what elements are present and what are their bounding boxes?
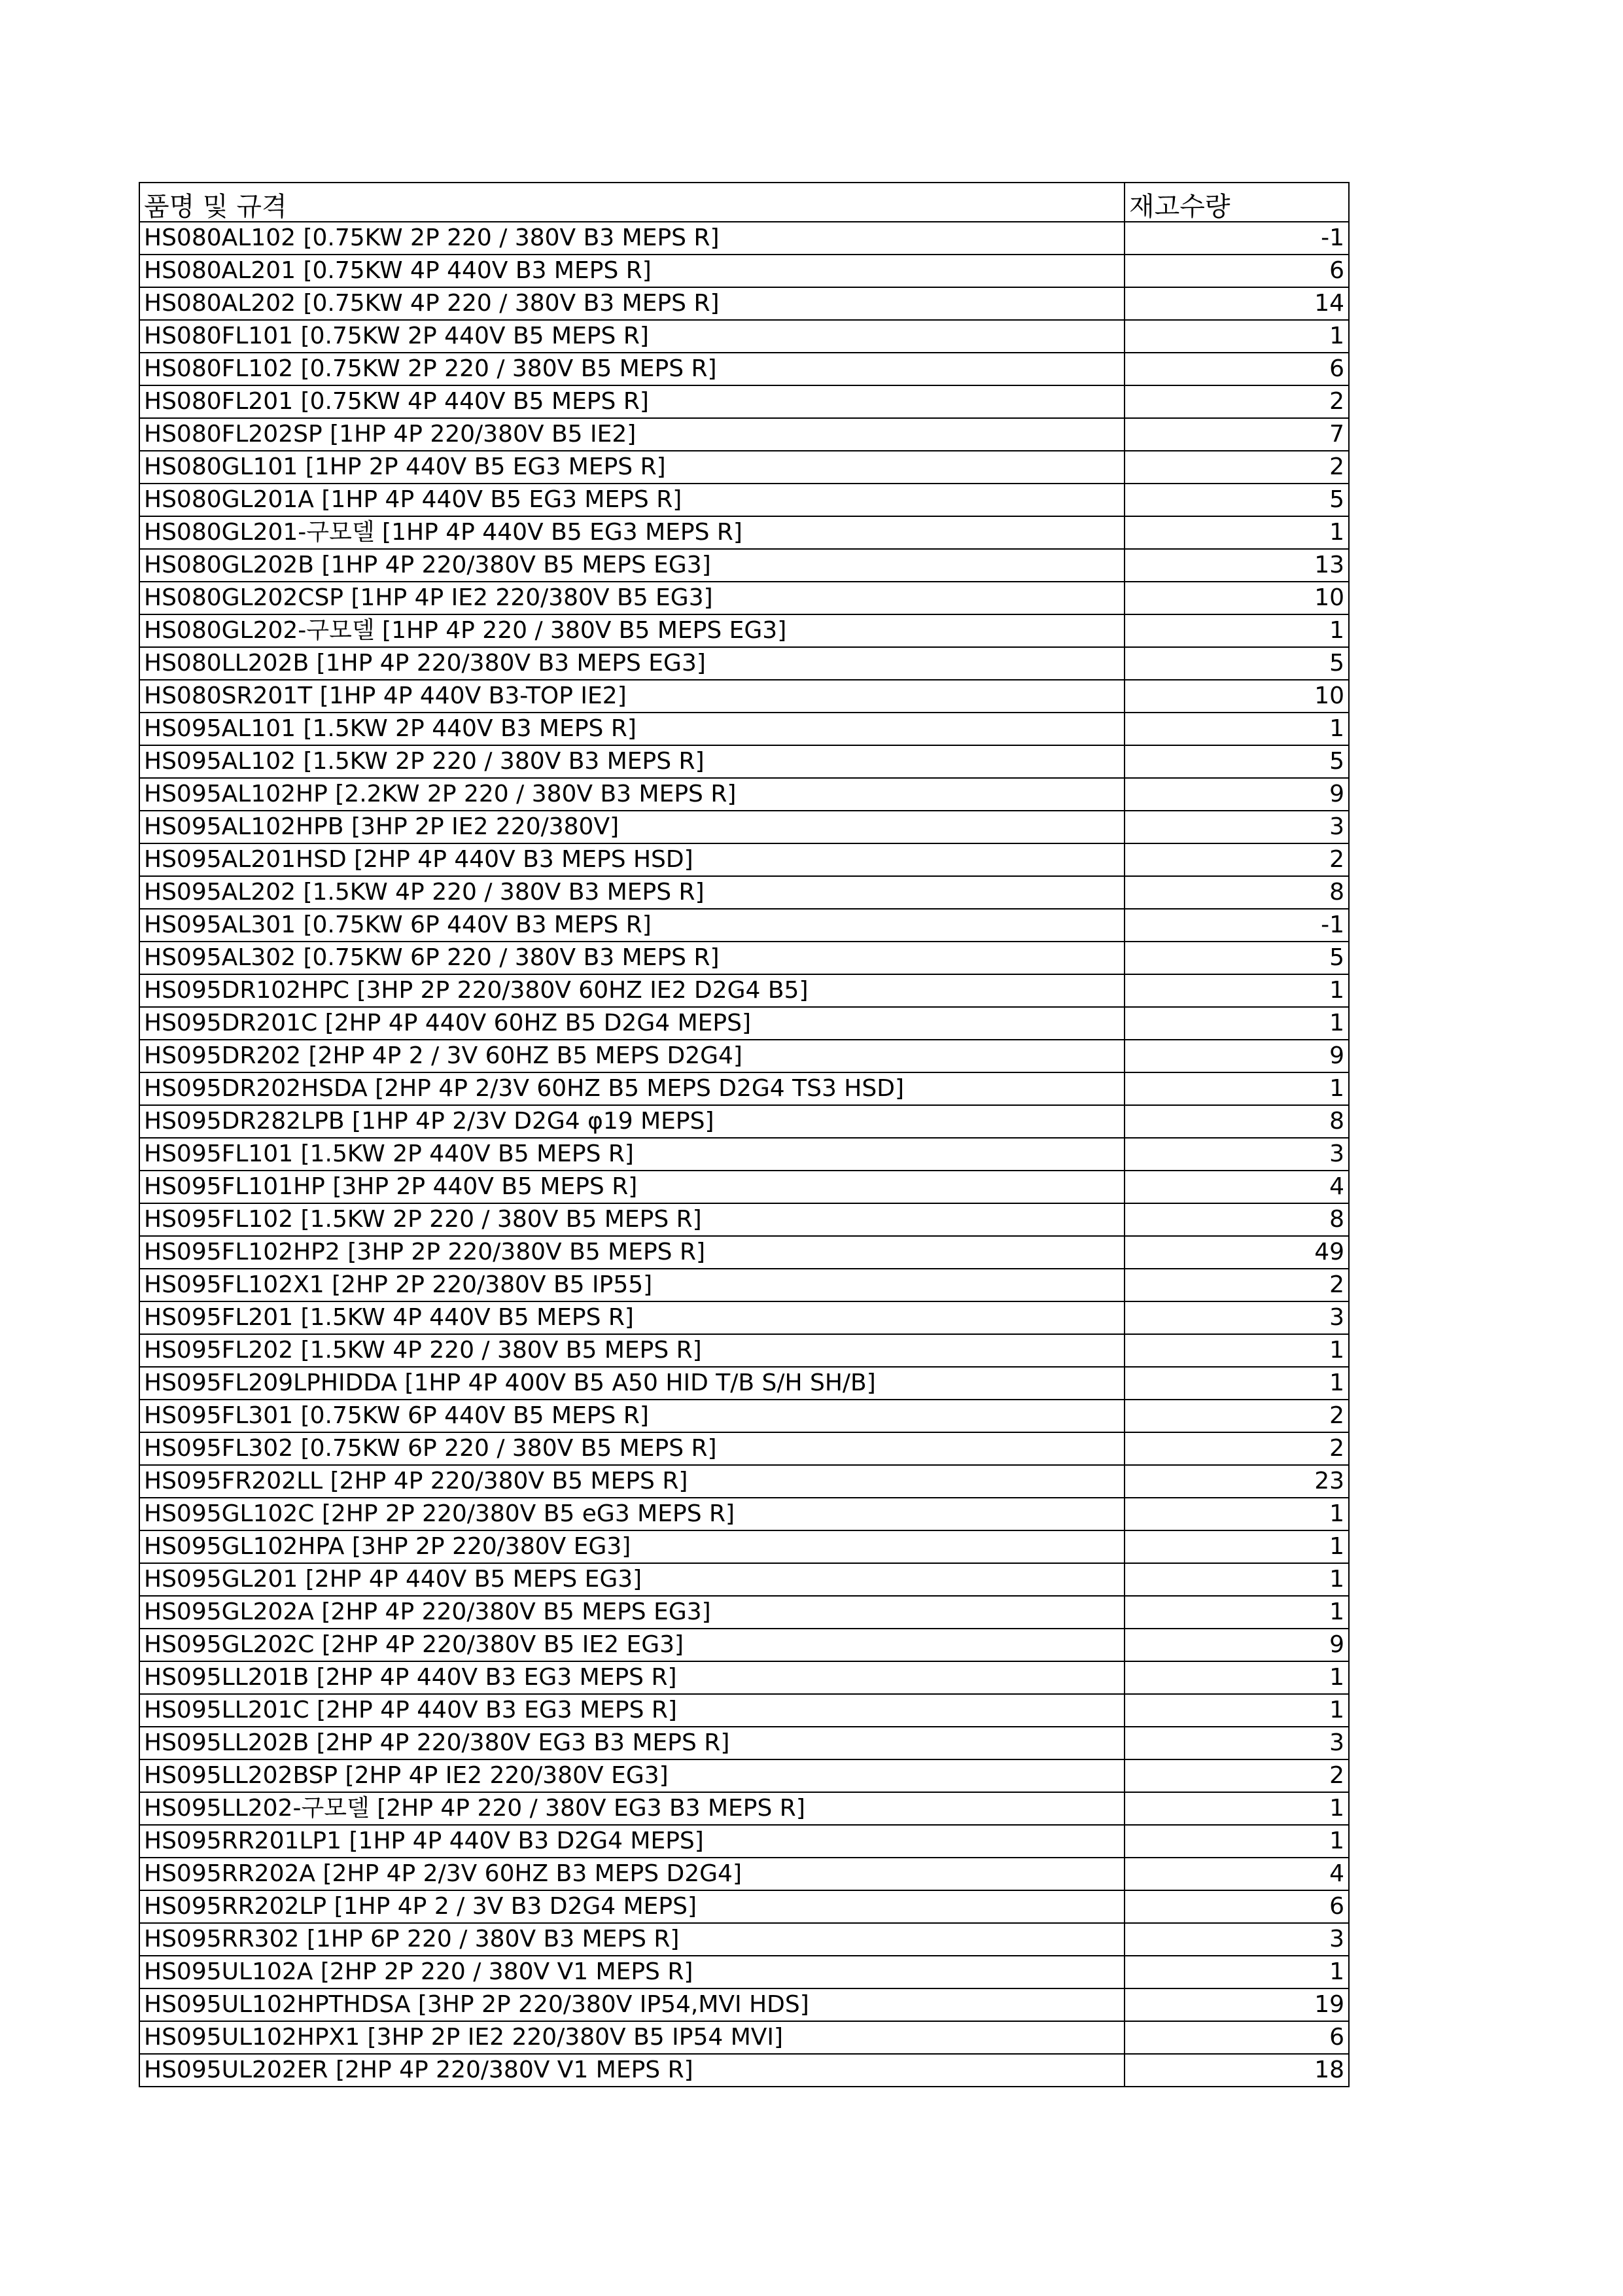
stock-qty-cell: 13 <box>1125 549 1349 582</box>
table-row <box>139 974 1349 1007</box>
stock-qty-cell: 4 <box>1125 1171 1349 1203</box>
table-row <box>139 1171 1349 1203</box>
stock-qty-cell: 14 <box>1125 287 1349 320</box>
table-row <box>139 385 1349 418</box>
table-row <box>139 1432 1349 1465</box>
stock-qty-cell: 2 <box>1125 1759 1349 1792</box>
table-row <box>139 1040 1349 1072</box>
product-name-cell: HS095DR202 [2HP 4P 2 / 3V 60HZ B5 MEPS D2G4] <box>139 1040 1125 1072</box>
product-name-cell: HS080SR201T [1HP 4P 440V B3-TOP IE2] <box>139 680 1125 713</box>
table-row <box>139 1301 1349 1334</box>
stock-qty-cell: 1 <box>1125 320 1349 353</box>
product-name-cell: HS095UL102HPTHDSA [3HP 2P 220/380V IP54,MVI HDS] <box>139 1988 1125 2021</box>
table-row <box>139 1858 1349 1890</box>
table-row <box>139 1072 1349 1105</box>
product-name-cell: HS080FL102 [0.75KW 2P 220 / 380V B5 MEPS R] <box>139 353 1125 385</box>
table-row <box>139 942 1349 974</box>
table-row <box>139 1334 1349 1367</box>
stock-qty-cell: 49 <box>1125 1236 1349 1269</box>
product-name-cell: HS095AL301 [0.75KW 6P 440V B3 MEPS R] <box>139 909 1125 942</box>
table-row <box>139 1563 1349 1596</box>
stock-qty-cell: 1 <box>1125 713 1349 745</box>
stock-qty-cell: 1 <box>1125 1596 1349 1629</box>
table-row <box>139 713 1349 745</box>
stock-qty-cell: 19 <box>1125 1988 1349 2021</box>
stock-qty-cell: 2 <box>1125 385 1349 418</box>
product-name-cell: HS095RR202LP [1HP 4P 2 / 3V B3 D2G4 MEPS] <box>139 1890 1125 1923</box>
table-row <box>139 451 1349 484</box>
product-name-cell: HS095FL201 [1.5KW 4P 440V B5 MEPS R] <box>139 1301 1125 1334</box>
product-name-cell: HS095FL102HP2 [3HP 2P 220/380V B5 MEPS R] <box>139 1236 1125 1269</box>
stock-qty-cell: 9 <box>1125 778 1349 811</box>
table-row <box>139 582 1349 614</box>
stock-qty-cell: 1 <box>1125 1072 1349 1105</box>
product-name-cell: HS080GL202-구모델 [1HP 4P 220 / 380V B5 MEPS EG3] <box>139 614 1125 647</box>
table-row <box>139 1596 1349 1629</box>
product-name-cell: HS095AL101 [1.5KW 2P 440V B3 MEPS R] <box>139 713 1125 745</box>
stock-qty-cell: 3 <box>1125 1301 1349 1334</box>
stock-qty-cell: 1 <box>1125 1563 1349 1596</box>
stock-qty-cell: 5 <box>1125 745 1349 778</box>
product-name-cell: HS080FL101 [0.75KW 2P 440V B5 MEPS R] <box>139 320 1125 353</box>
stock-qty-cell: 1 <box>1125 1530 1349 1563</box>
table-row <box>139 1138 1349 1171</box>
stock-qty-cell: 2 <box>1125 843 1349 876</box>
product-name-cell: HS080GL202B [1HP 4P 220/380V B5 MEPS EG3] <box>139 549 1125 582</box>
stock-qty-cell: 10 <box>1125 680 1349 713</box>
product-name-cell: HS095LL201B [2HP 4P 440V B3 EG3 MEPS R] <box>139 1661 1125 1694</box>
stock-qty-cell: 8 <box>1125 876 1349 909</box>
stock-qty-cell: 6 <box>1125 1890 1349 1923</box>
table-row <box>139 255 1349 287</box>
table-row <box>139 909 1349 942</box>
table-row <box>139 1661 1349 1694</box>
product-name-cell: HS080AL202 [0.75KW 4P 220 / 380V B3 MEPS R] <box>139 287 1125 320</box>
stock-qty-cell: 6 <box>1125 2021 1349 2054</box>
product-name-cell: HS080GL201A [1HP 4P 440V B5 EG3 MEPS R] <box>139 484 1125 516</box>
table-row <box>139 1203 1349 1236</box>
product-name-cell: HS080GL201-구모델 [1HP 4P 440V B5 EG3 MEPS R] <box>139 516 1125 549</box>
table-row <box>139 1400 1349 1432</box>
header-product-name: 품명 및 규격 <box>139 183 1125 222</box>
table-row <box>139 484 1349 516</box>
product-name-cell: HS095AL102HP [2.2KW 2P 220 / 380V B3 MEPS R] <box>139 778 1125 811</box>
stock-qty-cell: 1 <box>1125 1694 1349 1727</box>
stock-qty-cell: 23 <box>1125 1465 1349 1498</box>
product-name-cell: HS080GL101 [1HP 2P 440V B5 EG3 MEPS R] <box>139 451 1125 484</box>
table-row <box>139 1269 1349 1301</box>
stock-qty-cell: 7 <box>1125 418 1349 451</box>
table-row <box>139 287 1349 320</box>
stock-qty-cell: 3 <box>1125 1923 1349 1956</box>
product-name-cell: HS095UL102A [2HP 2P 220 / 380V V1 MEPS R] <box>139 1956 1125 1988</box>
table-row <box>139 1727 1349 1759</box>
table-row <box>139 1792 1349 1825</box>
stock-qty-cell: -1 <box>1125 222 1349 255</box>
product-name-cell: HS095LL202-구모델 [2HP 4P 220 / 380V EG3 B3 MEPS R] <box>139 1792 1125 1825</box>
table-row <box>139 745 1349 778</box>
table-row <box>139 2054 1349 2087</box>
table-row <box>139 516 1349 549</box>
stock-qty-cell: -1 <box>1125 909 1349 942</box>
table-row <box>139 1367 1349 1400</box>
stock-qty-cell: 1 <box>1125 1661 1349 1694</box>
table-row <box>139 1923 1349 1956</box>
stock-qty-cell: 3 <box>1125 811 1349 843</box>
product-name-cell: HS095AL201HSD [2HP 4P 440V B3 MEPS HSD] <box>139 843 1125 876</box>
stock-qty-cell: 3 <box>1125 1727 1349 1759</box>
table-row <box>139 1007 1349 1040</box>
product-name-cell: HS095AL102 [1.5KW 2P 220 / 380V B3 MEPS R] <box>139 745 1125 778</box>
product-name-cell: HS080AL102 [0.75KW 2P 220 / 380V B3 MEPS R] <box>139 222 1125 255</box>
product-name-cell: HS095RR201LP1 [1HP 4P 440V B3 D2G4 MEPS] <box>139 1825 1125 1858</box>
product-name-cell: HS095GL102HPA [3HP 2P 220/380V EG3] <box>139 1530 1125 1563</box>
table-row <box>139 1629 1349 1661</box>
product-name-cell: HS095LL202B [2HP 4P 220/380V EG3 B3 MEPS R] <box>139 1727 1125 1759</box>
stock-qty-cell: 8 <box>1125 1203 1349 1236</box>
stock-qty-cell: 4 <box>1125 1858 1349 1890</box>
product-name-cell: HS095AL202 [1.5KW 4P 220 / 380V B3 MEPS R] <box>139 876 1125 909</box>
stock-qty-cell: 1 <box>1125 516 1349 549</box>
product-name-cell: HS095RR302 [1HP 6P 220 / 380V B3 MEPS R] <box>139 1923 1125 1956</box>
table-row <box>139 320 1349 353</box>
product-name-cell: HS080GL202CSP [1HP 4P IE2 220/380V B5 EG3] <box>139 582 1125 614</box>
product-name-cell: HS095GL202A [2HP 4P 220/380V B5 MEPS EG3] <box>139 1596 1125 1629</box>
table-row <box>139 1465 1349 1498</box>
product-name-cell: HS080AL201 [0.75KW 4P 440V B3 MEPS R] <box>139 255 1125 287</box>
product-name-cell: HS095GL201 [2HP 4P 440V B5 MEPS EG3] <box>139 1563 1125 1596</box>
product-name-cell: HS095FL101 [1.5KW 2P 440V B5 MEPS R] <box>139 1138 1125 1171</box>
table-row <box>139 680 1349 713</box>
product-name-cell: HS095FL102 [1.5KW 2P 220 / 380V B5 MEPS R] <box>139 1203 1125 1236</box>
table-row <box>139 614 1349 647</box>
table-row <box>139 1890 1349 1923</box>
header-stock-qty: 재고수량 <box>1125 183 1349 222</box>
product-name-cell: HS095RR202A [2HP 4P 2/3V 60HZ B3 MEPS D2G4] <box>139 1858 1125 1890</box>
product-name-cell: HS095FL102X1 [2HP 2P 220/380V B5 IP55] <box>139 1269 1125 1301</box>
table-header-row <box>139 183 1349 222</box>
product-name-cell: HS095FL301 [0.75KW 6P 440V B5 MEPS R] <box>139 1400 1125 1432</box>
table-row <box>139 1694 1349 1727</box>
product-name-cell: HS095DR202HSDA [2HP 4P 2/3V 60HZ B5 MEPS D2G4 TS3 HSD] <box>139 1072 1125 1105</box>
table-row <box>139 1988 1349 2021</box>
stock-qty-cell: 1 <box>1125 1367 1349 1400</box>
stock-qty-cell: 2 <box>1125 1269 1349 1301</box>
table-row <box>139 1956 1349 1988</box>
product-name-cell: HS095AL302 [0.75KW 6P 220 / 380V B3 MEPS R] <box>139 942 1125 974</box>
stock-qty-cell: 2 <box>1125 1432 1349 1465</box>
table-row <box>139 811 1349 843</box>
product-name-cell: HS080FL201 [0.75KW 4P 440V B5 MEPS R] <box>139 385 1125 418</box>
table-row <box>139 1530 1349 1563</box>
table-row <box>139 353 1349 385</box>
table-row <box>139 1759 1349 1792</box>
product-name-cell: HS095FL101HP [3HP 2P 440V B5 MEPS R] <box>139 1171 1125 1203</box>
stock-qty-cell: 5 <box>1125 484 1349 516</box>
stock-qty-cell: 6 <box>1125 353 1349 385</box>
product-name-cell: HS095FL302 [0.75KW 6P 220 / 380V B5 MEPS R] <box>139 1432 1125 1465</box>
stock-qty-cell: 1 <box>1125 1007 1349 1040</box>
table-row <box>139 549 1349 582</box>
stock-qty-cell: 1 <box>1125 1956 1349 1988</box>
inventory-table <box>139 182 1350 2087</box>
stock-qty-cell: 10 <box>1125 582 1349 614</box>
stock-qty-cell: 2 <box>1125 451 1349 484</box>
stock-qty-cell: 1 <box>1125 1498 1349 1530</box>
stock-qty-cell: 9 <box>1125 1040 1349 1072</box>
table-row <box>139 876 1349 909</box>
stock-qty-cell: 8 <box>1125 1105 1349 1138</box>
table-row <box>139 222 1349 255</box>
product-name-cell: HS080LL202B [1HP 4P 220/380V B3 MEPS EG3] <box>139 647 1125 680</box>
table-row <box>139 1236 1349 1269</box>
table-row <box>139 1498 1349 1530</box>
product-name-cell: HS080FL202SP [1HP 4P 220/380V B5 IE2] <box>139 418 1125 451</box>
stock-qty-cell: 9 <box>1125 1629 1349 1661</box>
table-row <box>139 418 1349 451</box>
stock-qty-cell: 18 <box>1125 2054 1349 2087</box>
product-name-cell: HS095AL102HPB [3HP 2P IE2 220/380V] <box>139 811 1125 843</box>
product-name-cell: HS095GL102C [2HP 2P 220/380V B5 eG3 MEPS R] <box>139 1498 1125 1530</box>
stock-qty-cell: 1 <box>1125 1792 1349 1825</box>
table-row <box>139 1105 1349 1138</box>
product-name-cell: HS095DR282LPB [1HP 4P 2/3V D2G4 φ19 MEPS] <box>139 1105 1125 1138</box>
stock-qty-cell: 2 <box>1125 1400 1349 1432</box>
table-body <box>139 222 1349 2087</box>
stock-qty-cell: 1 <box>1125 1334 1349 1367</box>
product-name-cell: HS095DR201C [2HP 4P 440V 60HZ B5 D2G4 MEPS] <box>139 1007 1125 1040</box>
product-name-cell: HS095FR202LL [2HP 4P 220/380V B5 MEPS R] <box>139 1465 1125 1498</box>
product-name-cell: HS095DR102HPC [3HP 2P 220/380V 60HZ IE2 D2G4 B5] <box>139 974 1125 1007</box>
stock-qty-cell: 1 <box>1125 974 1349 1007</box>
product-name-cell: HS095FL209LPHIDDA [1HP 4P 400V B5 A50 HID T/B S/H SH/B] <box>139 1367 1125 1400</box>
stock-qty-cell: 6 <box>1125 255 1349 287</box>
stock-qty-cell: 5 <box>1125 647 1349 680</box>
product-name-cell: HS095LL201C [2HP 4P 440V B3 EG3 MEPS R] <box>139 1694 1125 1727</box>
stock-qty-cell: 3 <box>1125 1138 1349 1171</box>
table-row <box>139 1825 1349 1858</box>
product-name-cell: HS095UL202ER [2HP 4P 220/380V V1 MEPS R] <box>139 2054 1125 2087</box>
stock-qty-cell: 1 <box>1125 1825 1349 1858</box>
stock-qty-cell: 1 <box>1125 614 1349 647</box>
product-name-cell: HS095GL202C [2HP 4P 220/380V B5 IE2 EG3] <box>139 1629 1125 1661</box>
product-name-cell: HS095FL202 [1.5KW 4P 220 / 380V B5 MEPS R] <box>139 1334 1125 1367</box>
table-row <box>139 778 1349 811</box>
table-row <box>139 647 1349 680</box>
product-name-cell: HS095UL102HPX1 [3HP 2P IE2 220/380V B5 IP54 MVI] <box>139 2021 1125 2054</box>
table-row <box>139 843 1349 876</box>
stock-qty-cell: 5 <box>1125 942 1349 974</box>
table-row <box>139 2021 1349 2054</box>
product-name-cell: HS095LL202BSP [2HP 4P IE2 220/380V EG3] <box>139 1759 1125 1792</box>
